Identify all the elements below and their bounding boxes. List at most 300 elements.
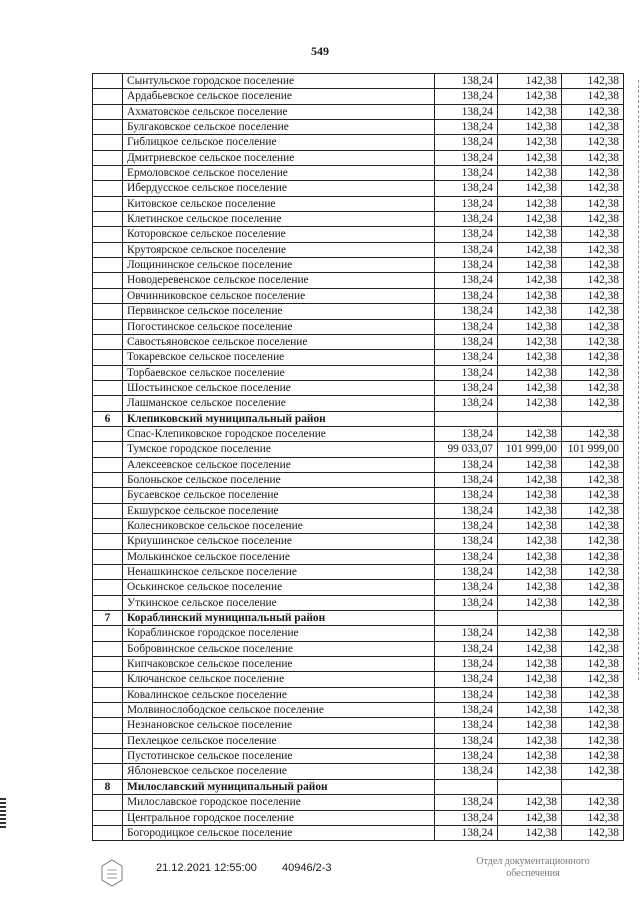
table-row [93, 657, 624, 672]
value-2024: 142,38 [562, 258, 624, 272]
row-number [93, 366, 123, 380]
value-2022: 138,24 [435, 657, 498, 671]
value-2022: 138,24 [435, 166, 498, 180]
row-number [93, 734, 123, 748]
settlement-name: Оськинское сельское поселение [123, 580, 435, 594]
table-row [93, 749, 624, 764]
table-row [93, 381, 624, 396]
value-2024: 142,38 [562, 626, 624, 640]
row-number [93, 626, 123, 640]
value-2023: 142,38 [498, 350, 562, 364]
row-number [93, 657, 123, 671]
value-2024: 142,38 [562, 642, 624, 656]
settlement-name: Яблоневское сельское поселение [123, 764, 435, 778]
value-2022: 138,24 [435, 151, 498, 165]
value-2024: 142,38 [562, 580, 624, 594]
value-2022: 138,24 [435, 488, 498, 502]
table-row [93, 596, 624, 611]
table-row [93, 504, 624, 519]
value-2024: 142,38 [562, 565, 624, 579]
value-2023: 142,38 [498, 458, 562, 472]
table-row [93, 642, 624, 657]
value-2024: 142,38 [562, 197, 624, 211]
footer-doc-code: 40946/2-3 [282, 862, 332, 874]
district-row [93, 780, 624, 795]
value-2022: 138,24 [435, 811, 498, 825]
value-2022: 138,24 [435, 212, 498, 226]
value-2023: 142,38 [498, 120, 562, 134]
department-stamp-line1: Отдел документационного [476, 856, 590, 867]
settlement-name: Колесниковское сельское поселение [123, 519, 435, 533]
row-number [93, 795, 123, 809]
value-2024: 142,38 [562, 718, 624, 732]
value-2022: 138,24 [435, 350, 498, 364]
settlement-name: Китовское сельское поселение [123, 197, 435, 211]
table-row [93, 626, 624, 641]
settlement-name: Молькинское сельское поселение [123, 550, 435, 564]
value-2023: 142,38 [498, 105, 562, 119]
value-2023: 142,38 [498, 703, 562, 717]
settlement-name: Уткинское сельское поселение [123, 596, 435, 610]
settlement-name: Новодеревенское сельское поселение [123, 273, 435, 287]
row-number [93, 642, 123, 656]
value-2024: 142,38 [562, 764, 624, 778]
table-row [93, 519, 624, 534]
value-2022: 138,24 [435, 320, 498, 334]
table-row [93, 734, 624, 749]
row-number [93, 427, 123, 441]
value-2024: 142,38 [562, 181, 624, 195]
value-2023: 142,38 [498, 243, 562, 257]
settlement-name: Бусаевское сельское поселение [123, 488, 435, 502]
value-2023: 142,38 [498, 504, 562, 518]
value-2024: 142,38 [562, 120, 624, 134]
value-2023: 101 999,00 [498, 442, 562, 456]
value-2023: 142,38 [498, 289, 562, 303]
table-row [93, 89, 624, 104]
value-2022: 138,24 [435, 181, 498, 195]
table-row [93, 826, 624, 841]
value-2023: 142,38 [498, 519, 562, 533]
value-2022: 138,24 [435, 826, 498, 840]
row-number [93, 672, 123, 686]
row-number [93, 151, 123, 165]
value-2024: 142,38 [562, 366, 624, 380]
row-number [93, 396, 123, 410]
table-row [93, 289, 624, 304]
row-number [93, 381, 123, 395]
row-number [93, 335, 123, 349]
value-2023: 142,38 [498, 320, 562, 334]
table-row [93, 473, 624, 488]
settlement-name: Тумское городское поселение [123, 442, 435, 456]
value-2024: 142,38 [562, 672, 624, 686]
row-number [93, 289, 123, 303]
value-2024: 142,38 [562, 688, 624, 702]
value-2024: 142,38 [562, 227, 624, 241]
table-row [93, 580, 624, 595]
value-2022: 138,24 [435, 427, 498, 441]
value-2022: 138,24 [435, 795, 498, 809]
row-number [93, 243, 123, 257]
table-row [93, 688, 624, 703]
value-2023: 142,38 [498, 688, 562, 702]
table-row [93, 672, 624, 687]
value-2023: 142,38 [498, 273, 562, 287]
value-2024: 142,38 [562, 89, 624, 103]
table-row [93, 427, 624, 442]
value-2023: 142,38 [498, 596, 562, 610]
settlement-name: Молвинослободское сельское поселение [123, 703, 435, 717]
value-2024 [562, 780, 624, 794]
row-number [93, 227, 123, 241]
table-row [93, 304, 624, 319]
value-2023: 142,38 [498, 304, 562, 318]
settlement-name: Дмитриевское сельское поселение [123, 151, 435, 165]
settlement-name: Лощининское сельское поселение [123, 258, 435, 272]
row-number [93, 105, 123, 119]
value-2022 [435, 780, 498, 794]
value-2023: 142,38 [498, 366, 562, 380]
settlement-name: Гиблицкое сельское поселение [123, 135, 435, 149]
value-2024: 142,38 [562, 734, 624, 748]
row-number: 6 [93, 412, 123, 426]
value-2024: 142,38 [562, 105, 624, 119]
row-number [93, 89, 123, 103]
value-2023: 142,38 [498, 74, 562, 88]
value-2022: 138,24 [435, 105, 498, 119]
value-2024: 142,38 [562, 304, 624, 318]
row-number [93, 135, 123, 149]
row-number [93, 181, 123, 195]
settlement-name: Незнановское сельское поселение [123, 718, 435, 732]
value-2024: 142,38 [562, 657, 624, 671]
settlement-name: Болоньское сельское поселение [123, 473, 435, 487]
table-row [93, 243, 624, 258]
value-2024: 142,38 [562, 335, 624, 349]
row-number [93, 258, 123, 272]
value-2023: 142,38 [498, 212, 562, 226]
value-2022 [435, 611, 498, 625]
table-row [93, 181, 624, 196]
value-2024: 142,38 [562, 289, 624, 303]
value-2022: 138,24 [435, 688, 498, 702]
value-2022: 138,24 [435, 580, 498, 594]
settlement-name: Токаревское сельское поселение [123, 350, 435, 364]
row-number [93, 120, 123, 134]
value-2022: 138,24 [435, 289, 498, 303]
settlement-name: Шостьинское сельское поселение [123, 381, 435, 395]
table-row [93, 795, 624, 810]
value-2024: 142,38 [562, 320, 624, 334]
table-row [93, 718, 624, 733]
value-2024: 142,38 [562, 473, 624, 487]
row-number [93, 550, 123, 564]
value-2023: 142,38 [498, 580, 562, 594]
department-stamp [458, 856, 608, 880]
value-2023: 142,38 [498, 718, 562, 732]
row-number [93, 304, 123, 318]
row-number [93, 688, 123, 702]
value-2022: 138,24 [435, 366, 498, 380]
table-row [93, 442, 624, 457]
row-number [93, 764, 123, 778]
value-2022: 138,24 [435, 642, 498, 656]
value-2024: 142,38 [562, 811, 624, 825]
table-row [93, 488, 624, 503]
row-number [93, 565, 123, 579]
table-row [93, 366, 624, 381]
value-2023: 142,38 [498, 197, 562, 211]
table-row [93, 273, 624, 288]
value-2024: 142,38 [562, 350, 624, 364]
value-2024: 142,38 [562, 458, 624, 472]
district-row [93, 412, 624, 427]
value-2022: 138,24 [435, 273, 498, 287]
settlement-name: Которовское сельское поселение [123, 227, 435, 241]
settlement-name: Савостьяновское сельское поселение [123, 335, 435, 349]
value-2022: 138,24 [435, 304, 498, 318]
row-number [93, 273, 123, 287]
value-2023 [498, 780, 562, 794]
settlement-name: Кипчаковское сельское поселение [123, 657, 435, 671]
table-row [93, 135, 624, 150]
value-2022: 138,24 [435, 197, 498, 211]
settlement-name: Ключанское сельское поселение [123, 672, 435, 686]
row-number [93, 718, 123, 732]
settlement-name: Ненашкинское сельское поселение [123, 565, 435, 579]
value-2024: 101 999,00 [562, 442, 624, 456]
row-number [93, 519, 123, 533]
value-2023: 142,38 [498, 135, 562, 149]
row-number [93, 504, 123, 518]
table-row [93, 534, 624, 549]
value-2022: 138,24 [435, 396, 498, 410]
value-2024: 142,38 [562, 534, 624, 548]
row-number [93, 826, 123, 840]
settlement-name: Сынтульское городское поселение [123, 74, 435, 88]
value-2022: 138,24 [435, 120, 498, 134]
value-2023: 142,38 [498, 657, 562, 671]
value-2023: 142,38 [498, 89, 562, 103]
row-number [93, 749, 123, 763]
value-2023: 142,38 [498, 427, 562, 441]
settlement-name: Алексеевское сельское поселение [123, 458, 435, 472]
value-2022: 138,24 [435, 258, 498, 272]
table-row [93, 703, 624, 718]
settlement-name: Богородицкое сельское поселение [123, 826, 435, 840]
table-row [93, 335, 624, 350]
value-2023: 142,38 [498, 381, 562, 395]
value-2023: 142,38 [498, 335, 562, 349]
margin-barcode-mark [0, 798, 6, 828]
settlement-name: Центральное городское поселение [123, 811, 435, 825]
row-number [93, 596, 123, 610]
table-row [93, 565, 624, 580]
value-2023: 142,38 [498, 166, 562, 180]
value-2023 [498, 611, 562, 625]
value-2023: 142,38 [498, 534, 562, 548]
settlement-name: Милославское городское поселение [123, 795, 435, 809]
value-2023: 142,38 [498, 811, 562, 825]
settlement-name: Клетинское сельское поселение [123, 212, 435, 226]
value-2023: 142,38 [498, 764, 562, 778]
settlement-name: Пустотинское сельское поселение [123, 749, 435, 763]
row-number [93, 488, 123, 502]
value-2024: 142,38 [562, 74, 624, 88]
settlement-name: Лашманское сельское поселение [123, 396, 435, 410]
settlement-name: Екшурское сельское поселение [123, 504, 435, 518]
settlement-name: Спас-Клепиковское городское поселение [123, 427, 435, 441]
table-row [93, 550, 624, 565]
table-row [93, 151, 624, 166]
tariff-table [92, 73, 624, 841]
value-2024: 142,38 [562, 795, 624, 809]
row-number [93, 580, 123, 594]
value-2024: 142,38 [562, 488, 624, 502]
settlement-name: Криушинское сельское поселение [123, 534, 435, 548]
settlement-name: Ермоловское сельское поселение [123, 166, 435, 180]
value-2022: 138,24 [435, 718, 498, 732]
table-row [93, 258, 624, 273]
value-2024: 142,38 [562, 596, 624, 610]
value-2022: 138,24 [435, 89, 498, 103]
department-stamp-line2: обеспечения [506, 868, 560, 879]
table-row [93, 458, 624, 473]
value-2022: 138,24 [435, 519, 498, 533]
value-2022: 138,24 [435, 135, 498, 149]
table-row [93, 120, 624, 135]
settlement-name: Ардабьевское сельское поселение [123, 89, 435, 103]
value-2022: 138,24 [435, 596, 498, 610]
value-2024: 142,38 [562, 427, 624, 441]
settlement-name: Булгаковское сельское поселение [123, 120, 435, 134]
value-2023: 142,38 [498, 181, 562, 195]
value-2024: 142,38 [562, 273, 624, 287]
table-row [93, 166, 624, 181]
value-2022: 138,24 [435, 672, 498, 686]
value-2023: 142,38 [498, 734, 562, 748]
value-2023: 142,38 [498, 258, 562, 272]
settlement-name: Пехлецкое сельское поселение [123, 734, 435, 748]
settlement-name: Клепиковский муниципальный район [123, 412, 435, 426]
settlement-name: Милославский муниципальный район [123, 780, 435, 794]
value-2024: 142,38 [562, 703, 624, 717]
settlement-name: Крутоярское сельское поселение [123, 243, 435, 257]
row-number [93, 166, 123, 180]
table-row [93, 197, 624, 212]
value-2022: 138,24 [435, 335, 498, 349]
value-2023: 142,38 [498, 626, 562, 640]
row-number [93, 473, 123, 487]
value-2023: 142,38 [498, 227, 562, 241]
value-2024 [562, 412, 624, 426]
value-2023: 142,38 [498, 672, 562, 686]
table-row [93, 320, 624, 335]
value-2024 [562, 611, 624, 625]
table-row [93, 105, 624, 120]
value-2022: 138,24 [435, 504, 498, 518]
table-row [93, 212, 624, 227]
value-2022 [435, 412, 498, 426]
value-2022: 138,24 [435, 227, 498, 241]
value-2023: 142,38 [498, 473, 562, 487]
value-2022: 138,24 [435, 749, 498, 763]
value-2024: 142,38 [562, 396, 624, 410]
row-number [93, 197, 123, 211]
value-2022: 138,24 [435, 534, 498, 548]
table-row [93, 811, 624, 826]
value-2024: 142,38 [562, 243, 624, 257]
settlement-name: Бобровинское сельское поселение [123, 642, 435, 656]
row-number [93, 458, 123, 472]
settlement-name: Ибердусское сельское поселение [123, 181, 435, 195]
value-2022: 99 033,07 [435, 442, 498, 456]
value-2024: 142,38 [562, 519, 624, 533]
value-2024: 142,38 [562, 151, 624, 165]
value-2024: 142,38 [562, 212, 624, 226]
value-2024: 142,38 [562, 749, 624, 763]
value-2023: 142,38 [498, 565, 562, 579]
value-2024: 142,38 [562, 826, 624, 840]
table-row [93, 227, 624, 242]
row-number [93, 350, 123, 364]
row-number: 7 [93, 611, 123, 625]
settlement-name: Ковалинское сельское поселение [123, 688, 435, 702]
table-row [93, 764, 624, 779]
row-number [93, 534, 123, 548]
page-number: 549 [311, 44, 329, 58]
value-2022: 138,24 [435, 74, 498, 88]
settlement-name: Кораблинский муниципальный район [123, 611, 435, 625]
settlement-name: Первинское сельское поселение [123, 304, 435, 318]
row-number [93, 442, 123, 456]
value-2023: 142,38 [498, 795, 562, 809]
footer-datetime: 21.12.2021 12:55:00 [156, 862, 257, 874]
value-2024: 142,38 [562, 381, 624, 395]
row-number [93, 811, 123, 825]
value-2023: 142,38 [498, 550, 562, 564]
value-2023: 142,38 [498, 642, 562, 656]
value-2022: 138,24 [435, 473, 498, 487]
settlement-name: Ахматовское сельское поселение [123, 105, 435, 119]
value-2024: 142,38 [562, 166, 624, 180]
value-2024: 142,38 [562, 135, 624, 149]
margin-scan-marks [630, 80, 639, 680]
value-2024: 142,38 [562, 504, 624, 518]
settlement-name: Кораблинское городское поселение [123, 626, 435, 640]
value-2022: 138,24 [435, 703, 498, 717]
row-number: 8 [93, 780, 123, 794]
row-number [93, 320, 123, 334]
crest-icon [98, 858, 126, 888]
value-2022: 138,24 [435, 550, 498, 564]
value-2022: 138,24 [435, 626, 498, 640]
table-row [93, 350, 624, 365]
settlement-name: Овчинниковское сельское поселение [123, 289, 435, 303]
value-2023: 142,38 [498, 749, 562, 763]
value-2022: 138,24 [435, 565, 498, 579]
value-2023: 142,38 [498, 151, 562, 165]
settlement-name: Торбаевское сельское поселение [123, 366, 435, 380]
value-2022: 138,24 [435, 458, 498, 472]
value-2023 [498, 412, 562, 426]
value-2022: 138,24 [435, 764, 498, 778]
value-2023: 142,38 [498, 488, 562, 502]
row-number [93, 703, 123, 717]
value-2022: 138,24 [435, 734, 498, 748]
value-2023: 142,38 [498, 826, 562, 840]
